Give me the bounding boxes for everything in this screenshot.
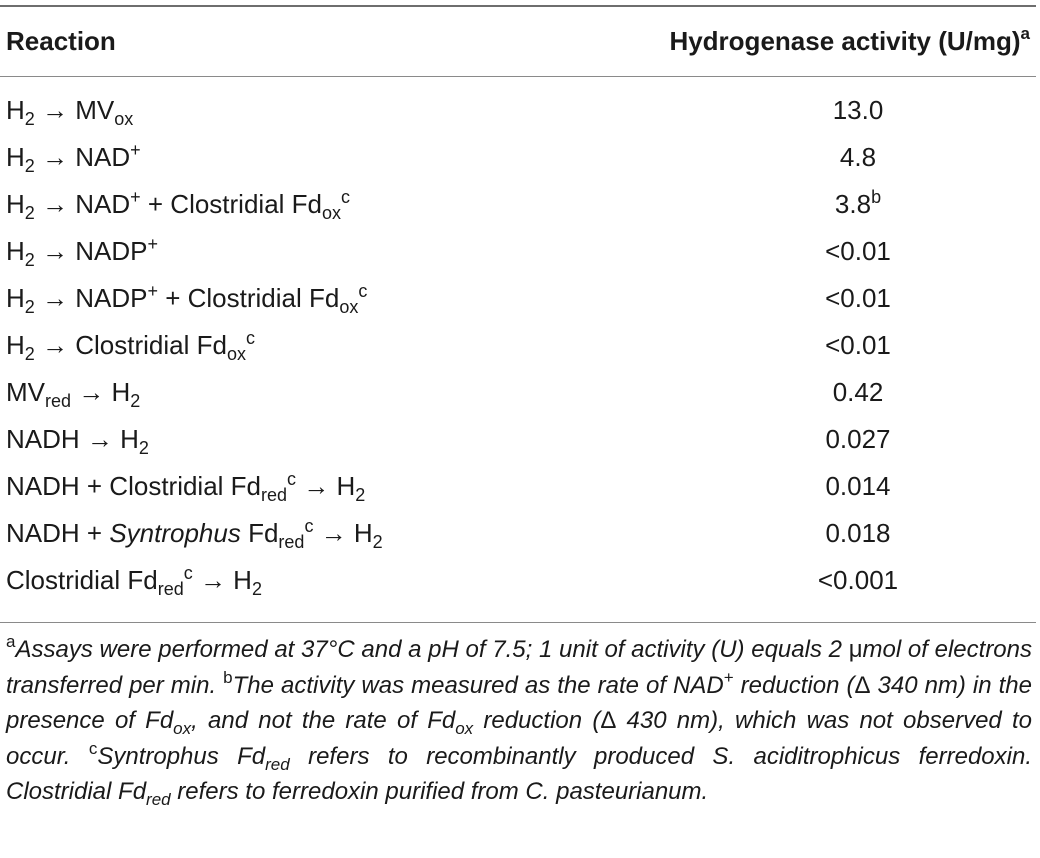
table-top-rule — [0, 5, 1036, 7]
reaction-cell: $H_2 \to NAD^+$ + Clostridial $Fd_{ox}^c$ — [6, 187, 351, 223]
footnote-marker-a: a — [1020, 24, 1030, 43]
reaction-cell: $H_2$ → NADP+ + Clostridial $Fd_{ox}^c$ — [6, 281, 368, 317]
table-row — [0, 228, 1036, 275]
table-row — [0, 322, 1036, 369]
table-bottom-rule — [0, 622, 1036, 623]
reaction-cell: $H_2 \to MV_{ox}$ — [6, 95, 134, 129]
table-row — [0, 463, 1036, 510]
table-row — [0, 557, 1036, 604]
activity-cell: 0.018 — [825, 518, 891, 548]
activity-cell: 0.027 — [825, 424, 891, 454]
activity-cell: <0.01 — [825, 283, 891, 313]
table-row — [0, 87, 1036, 134]
column-header-activity-label: Hydrogenase activity (U/mg) — [669, 26, 1021, 56]
activity-cell: 0.42 — [832, 377, 884, 407]
column-header-reaction: Reaction — [6, 26, 116, 56]
reaction-cell: $H_2$ → Clostridial $Fd_{ox}^c$ — [6, 328, 255, 364]
activity-cell: 4.8 — [839, 142, 877, 172]
table-footnotes: $^a$Assays were performed at 37°C and a pH of 7.5; 1 unit of activity (U) equals 2 μmol of electrons transferred per min. $^b$The activity was measured as the rate of NAD+ reduction (Δ 340 nm) in the presence of $Fd_{ox}$, and not the rate of $Fd_{ox}$ reduction (Δ 430 nm), which was not observed to occur. $^c$Syntrophus $Fd_{red}$ refers to recombinantly produced S. aciditrophicus ferredoxin. Clostridial $Fd_{red}$ refers to ferredoxin purified from C. pasteurianum. — [6, 632, 1033, 809]
activity-cell — [640, 181, 1040, 228]
activity-cell: <0.001 — [817, 565, 899, 595]
activity-cell: <0.01 — [825, 330, 891, 360]
reaction-cell: NADH + Syntrophus $Fd_{red}^c \to H_2$ — [6, 516, 383, 552]
reaction-cell: $H_2 \to NAD^+$ — [6, 140, 141, 176]
reaction-cell: NADH → $H_2$ — [6, 424, 149, 458]
header-rule — [0, 76, 1036, 77]
column-header-activity — [669, 24, 1030, 58]
table-row — [0, 510, 1036, 557]
table-row — [0, 134, 1036, 181]
reaction-cell: Clostridial $Fd_{red}^c \to H_2$ — [6, 563, 262, 599]
reaction-cell: $H_2$ → NADP+ — [6, 234, 158, 270]
activity-value: 3.8 — [834, 189, 872, 219]
table-row — [0, 181, 1036, 228]
table-row — [0, 416, 1036, 463]
reaction-cell: $MV_{red} \to H_2$ — [6, 377, 141, 411]
table-row — [0, 275, 1036, 322]
activity-cell: 13.0 — [832, 95, 884, 125]
activity-cell: <0.01 — [825, 236, 891, 266]
footnote-marker-b: b — [871, 187, 882, 207]
reaction-cell: NADH + Clostridial $Fd_{red}^c \to H_2$ — [6, 469, 366, 505]
activity-cell: 0.014 — [825, 471, 891, 501]
table-row — [0, 369, 1036, 416]
